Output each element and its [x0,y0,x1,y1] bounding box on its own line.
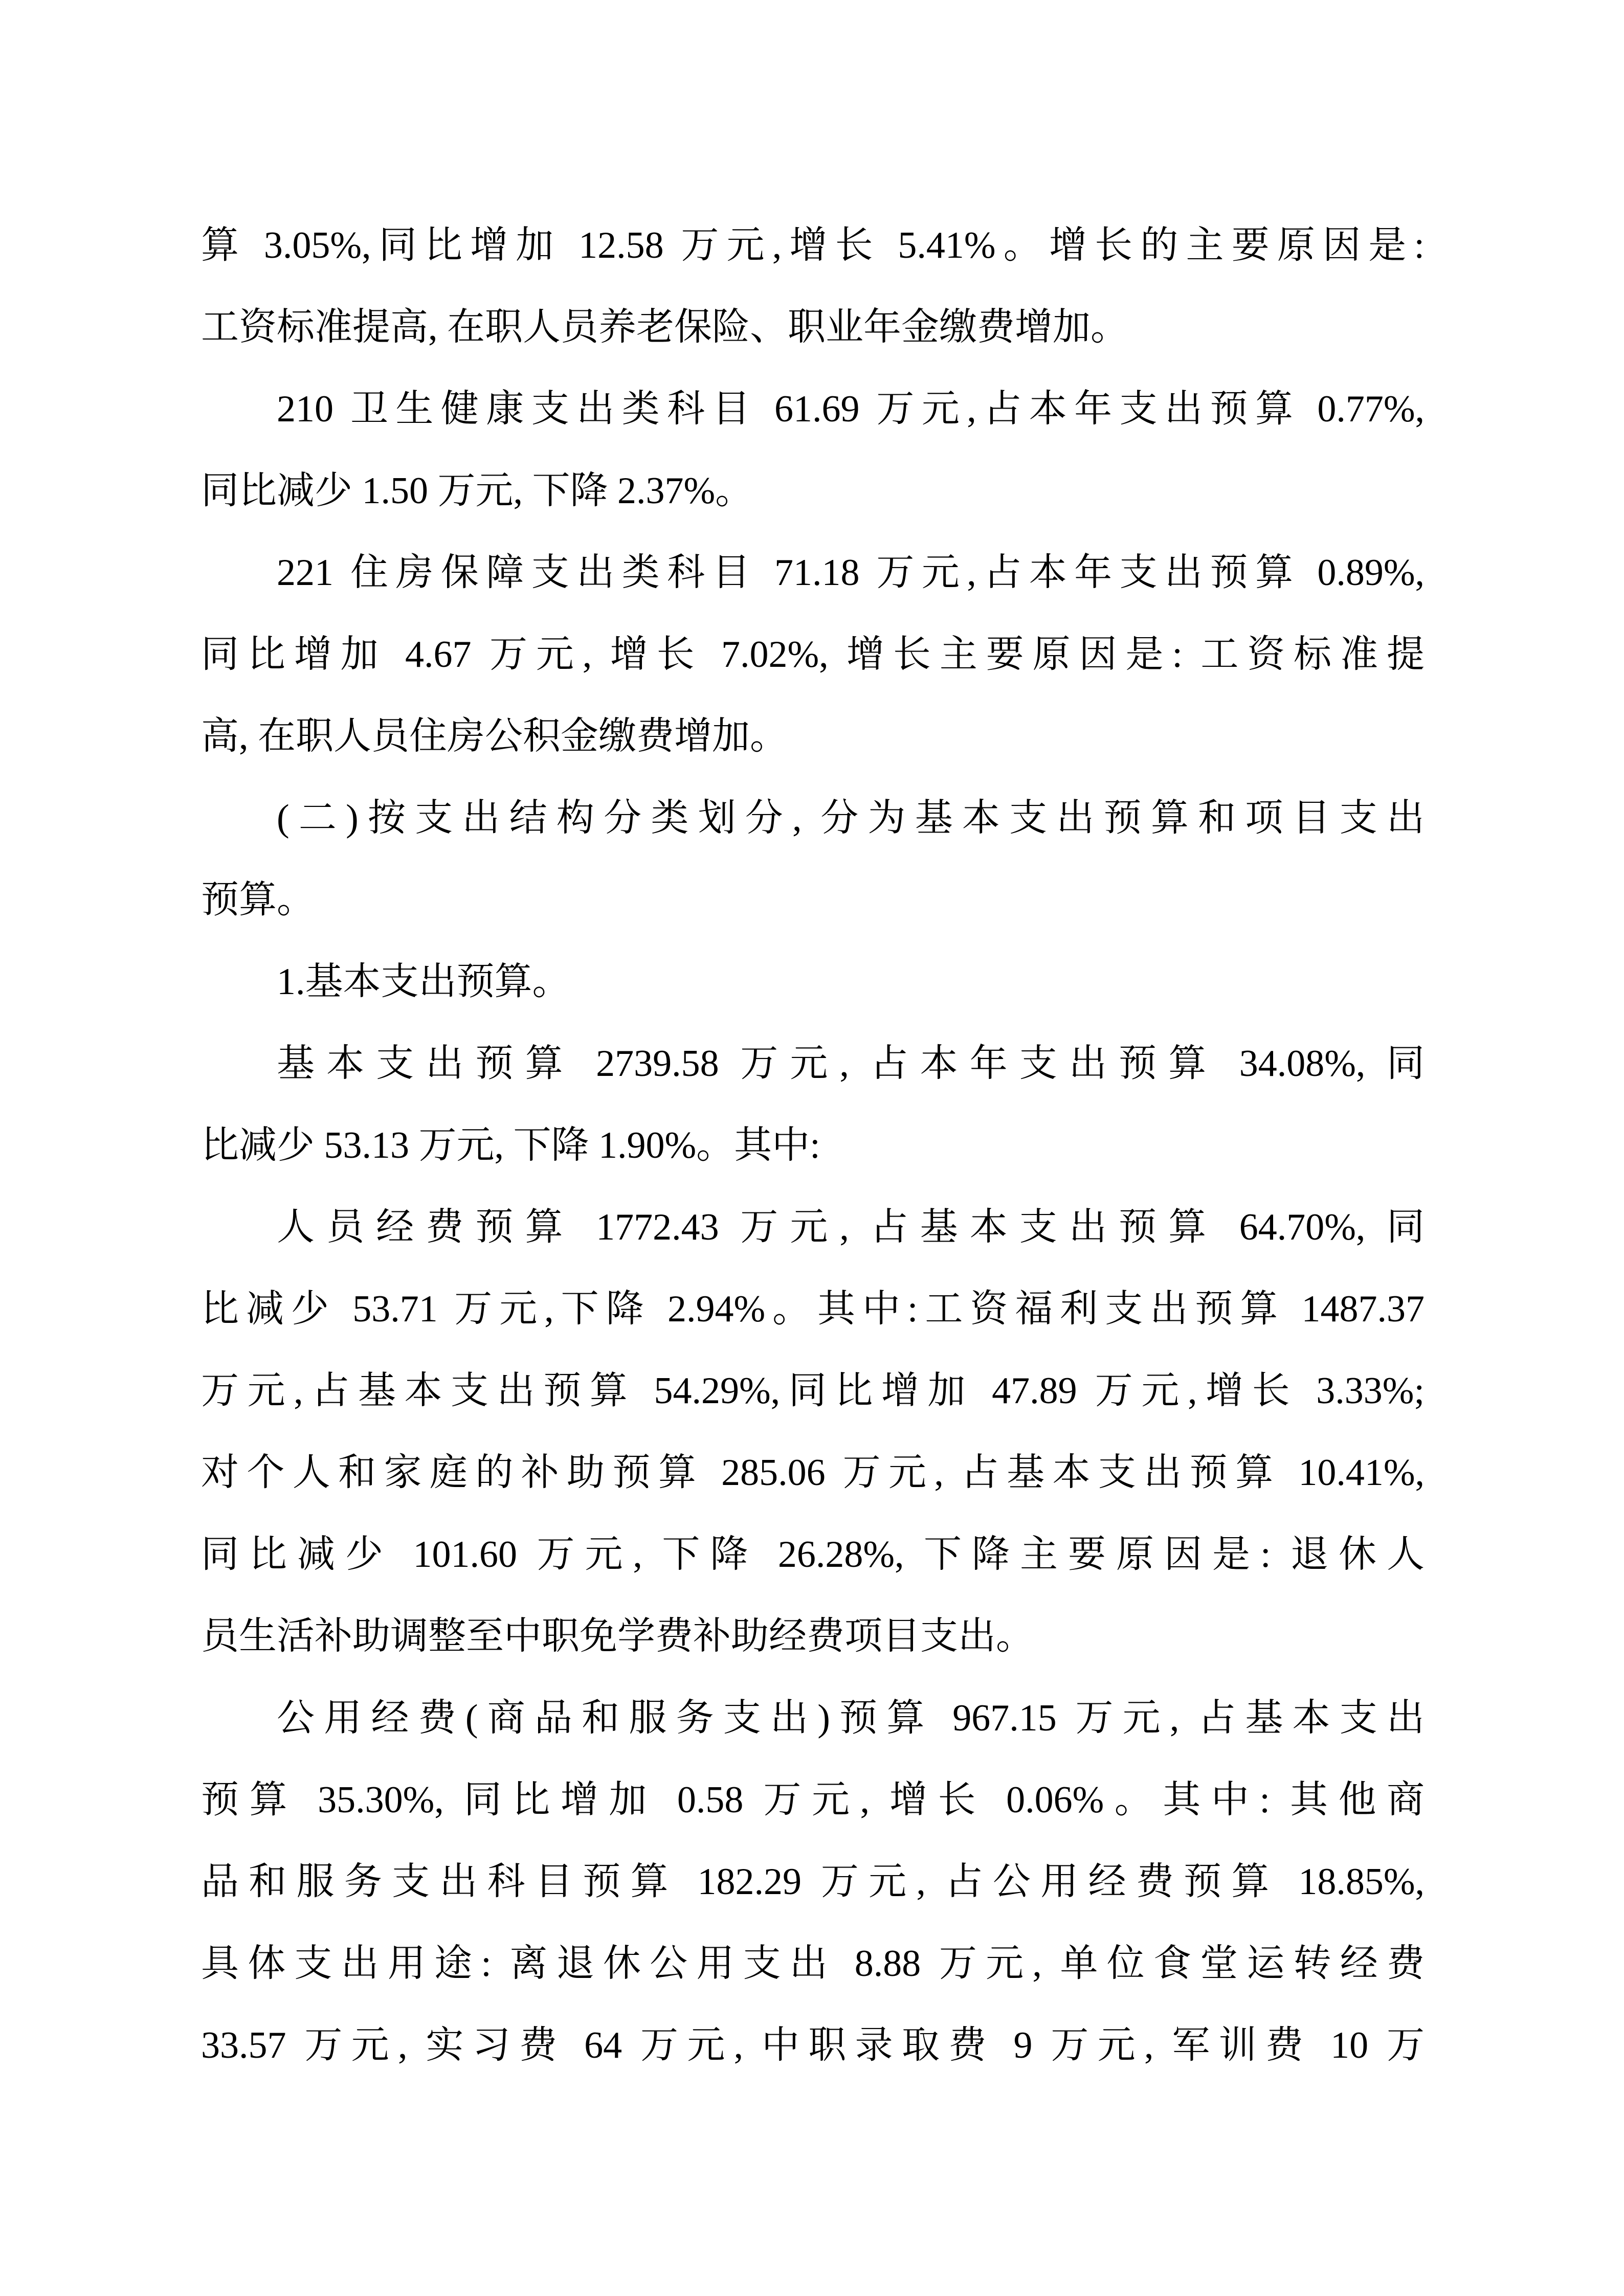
text-line: 同比减少 1.50 万元, 下降 2.37%。 [201,470,753,512]
text-line: 人员经费预算 1772.43 万元, 占基本支出预算 64.70%, 同 [277,1206,1425,1248]
text-line: 万元,占基本支出预算 54.29%,同比增加 47.89 万元,增长 3.33%; [201,1370,1425,1412]
text-line: 1.基本支出预算。 [277,961,570,1003]
text-line: 品和服务支出科目预算 182.29 万元, 占公用经费预算 18.85%, [201,1861,1425,1903]
text-line: 对个人和家庭的补助预算 285.06 万元, 占基本支出预算 10.41%, [201,1452,1425,1494]
text-line: 公用经费(商品和服务支出)预算 967.15 万元, 占基本支出 [277,1697,1425,1739]
text-line: 具体支出用途: 离退休公用支出 8.88 万元, 单位食堂运转经费 [201,1943,1425,1985]
text-line: 工资标准提高, 在职人员养老保险、职业年金缴费增加。 [201,306,1128,348]
text-line: 算 3.05%,同比增加 12.58 万元,增长 5.41%。增长的主要原因是: [201,224,1425,266]
text-line: 33.57 万元, 实习费 64 万元, 中职录取费 9 万元, 军训费 10 万 [201,2024,1425,2066]
text-line: 比减少 53.71 万元,下降 2.94%。其中:工资福利支出预算 1487.37 [201,1288,1425,1330]
body-text-block [201,205,1425,2086]
text-line: 221 住房保障支出类科目 71.18 万元,占本年支出预算 0.89%, [277,552,1425,594]
text-line: 预算 35.30%, 同比增加 0.58 万元, 增长 0.06%。其中: 其他商 [201,1779,1425,1821]
text-line: (二)按支出结构分类划分, 分为基本支出预算和项目支出 [277,797,1425,839]
text-line: 比减少 53.13 万元, 下降 1.90%。其中: [201,1124,820,1166]
text-line: 高, 在职人员住房公积金缴费增加。 [201,715,788,757]
text-line: 210 卫生健康支出类科目 61.69 万元,占本年支出预算 0.77%, [277,388,1425,430]
text-line: 基本支出预算 2739.58 万元, 占本年支出预算 34.08%, 同 [277,1043,1425,1085]
text-line: 员生活补助调整至中职免学费补助经费项目支出。 [201,1615,1034,1657]
text-line: 同比减少 101.60 万元, 下降 26.28%, 下降主要原因是: 退休人 [201,1534,1425,1575]
text-line: 预算。 [201,879,315,921]
text-line: 同比增加 4.67 万元, 增长 7.02%, 增长主要原因是: 工资标准提 [201,634,1425,676]
